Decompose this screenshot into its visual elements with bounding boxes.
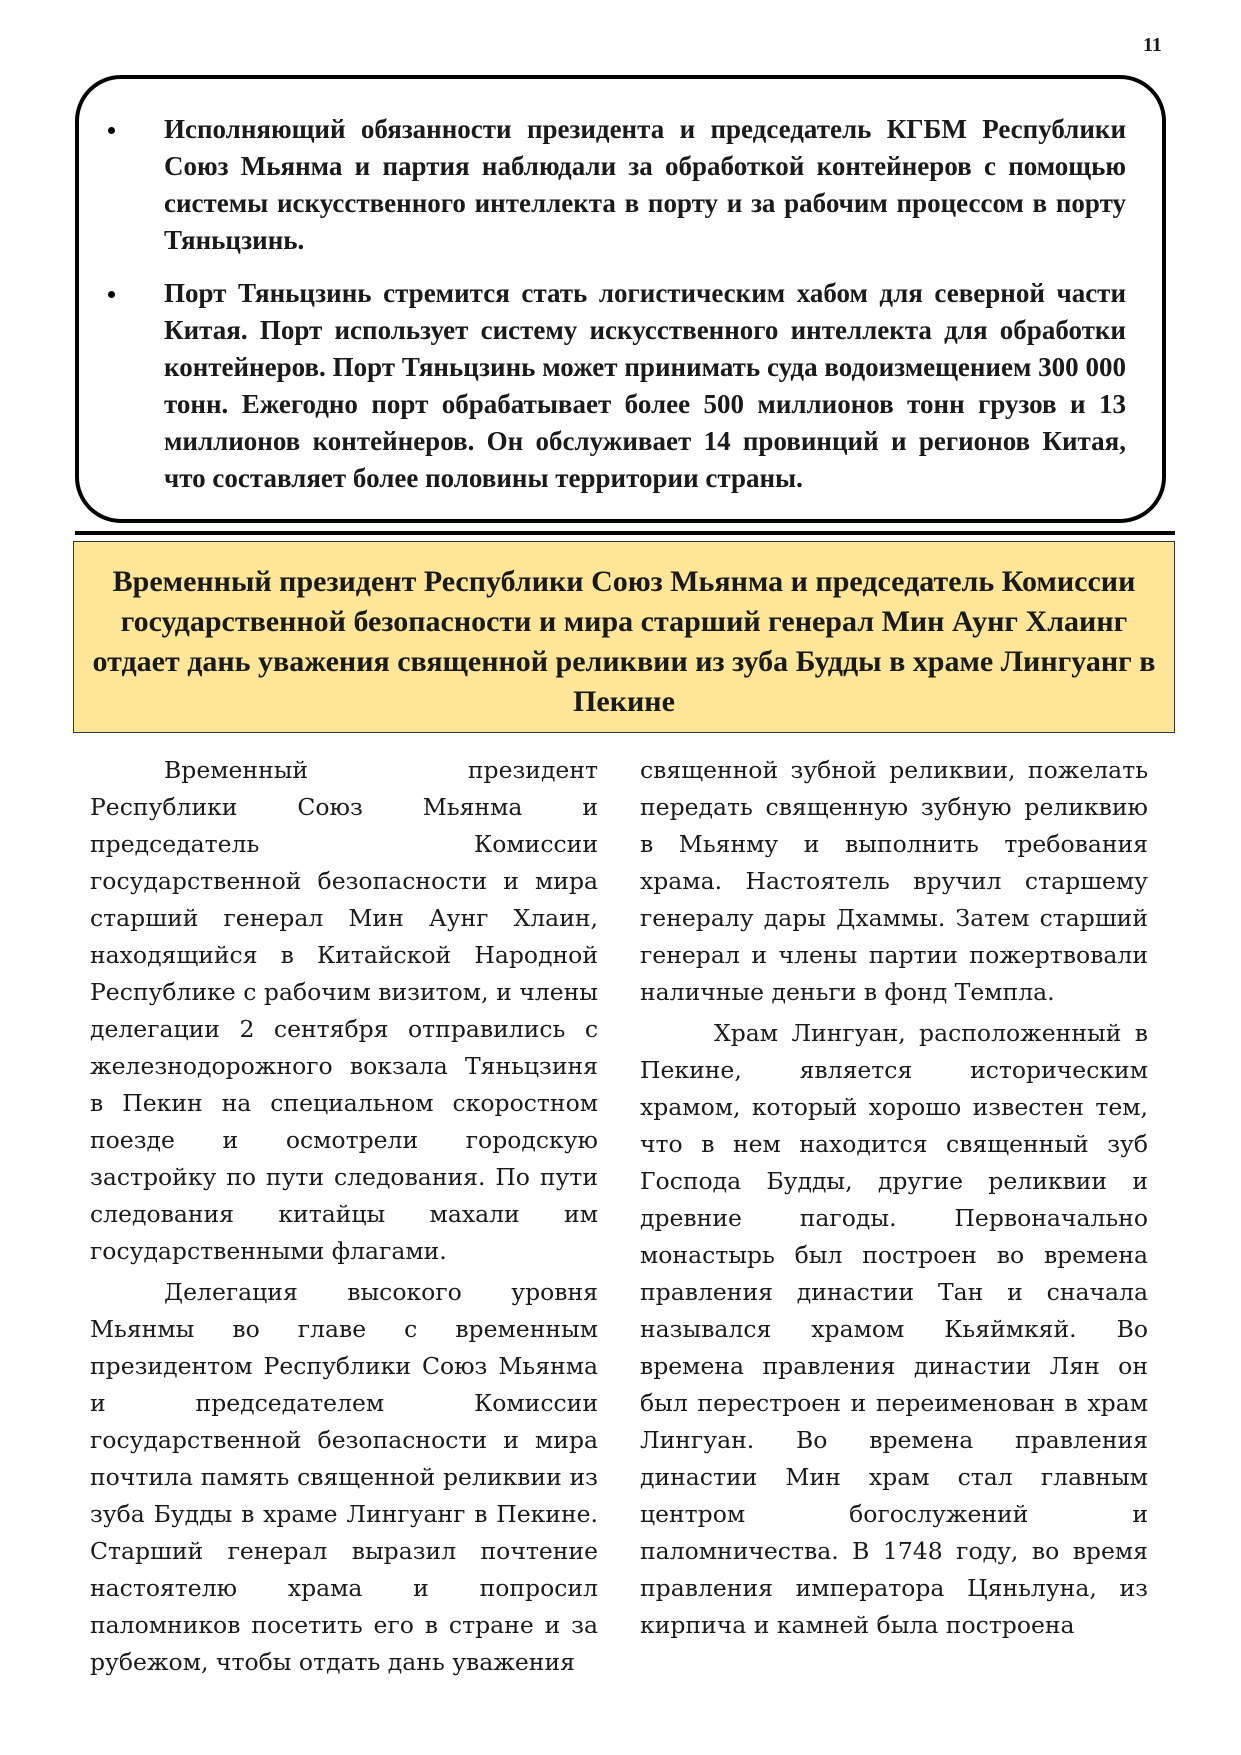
article-paragraph: Храм Лингуан, расположенный в Пекине, является историческим храмом, который хорошо известен тем, что в нем находится священный зуб Господа Будды, другие реликвии и древние пагоды. Первоначально монастырь был построен во времена правления династии Тан и сначала назывался храмом Кьяймкяй. Во времена правления династии Лян он был перестроен и переименован в храм Лингуан. Во времена правления династии Мин храм стал главным центром богослужений и паломничества. В 1748 году, во время правления императора Цяньлуна, из кирпича и камней была построена bbox=[640, 1019, 1148, 1639]
summary-bullet-item bbox=[137, 275, 1126, 497]
summary-bullet-list bbox=[137, 111, 1126, 497]
article-paragraph: священной зубной реликвии, пожелать передать священную зубную реликвию в Мьянму и выполнить требования храма. Настоятель вручил старшему генералу дары Дхаммы. Затем старший генерал и члены партии пожертвовали наличные деньги в фонд Темпла. bbox=[640, 756, 1148, 1006]
summary-bullet-text: Порт Тяньцзинь стремится стать логистическим хабом для северной части Китая. Порт использует систему искусственного интеллекта для обработки контейнеров. Порт Тяньцзинь может принимать суда водоизмещением 300 000 тонн. Ежегодно порт обрабатывает более 500 миллионов тонн грузов и 13 миллионов контейнеров. Он обслуживает 14 провинций и регионов Китая, что составляет более половины территории страны. bbox=[164, 278, 1126, 493]
summary-box bbox=[75, 75, 1166, 523]
article-paragraph: Делегация высокого уровня Мьянмы во главе с временным президентом Республики Союз Мьянма и председателем Комиссии государственной безопасности и мира почтила память священной реликвии из зуба Будды в храме Лингуанг в Пекине. Старший генерал выразил почтение настоятелю храма и попросил паломников посетить его в стране и за рубежом, чтобы отдать дань уважения bbox=[90, 1278, 598, 1676]
summary-bullet-item bbox=[137, 111, 1126, 259]
article-column-left bbox=[90, 752, 598, 1685]
bullet-dot-icon bbox=[108, 291, 115, 298]
section-divider bbox=[75, 531, 1175, 535]
article-headline: Временный президент Республики Союз Мьянма и председатель Комиссии государственной безопасности и мира старший генерал Мин Аунг Хлаинг отдает дань уважения священной реликвии из зуба Будды в храме Лингуанг в Пекине bbox=[73, 541, 1175, 733]
page-number: 11 bbox=[1143, 34, 1162, 56]
bullet-dot-icon bbox=[108, 127, 115, 134]
summary-bullet-text: Исполняющий обязанности президента и председатель КГБМ Республики Союз Мьянма и партия наблюдали за обработкой контейнеров с помощью системы искусственного интеллекта в порту и за рабочим процессом в порту Тяньцзинь. bbox=[164, 114, 1126, 255]
article-column-right bbox=[640, 752, 1148, 1648]
article-paragraph: Временный президент Республики Союз Мьянма и председатель Комиссии государственной безопасности и мира старший генерал Мин Аунг Хлаин, находящийся в Китайской Народной Республике с рабочим визитом, и члены делегации 2 сентября отправились с железнодорожного вокзала Тяньцзиня в Пекин на специальном скоростном поезде и осмотрели городскую застройку по пути следования. По пути следования китайцы махали им государственными флагами. bbox=[90, 756, 598, 1265]
